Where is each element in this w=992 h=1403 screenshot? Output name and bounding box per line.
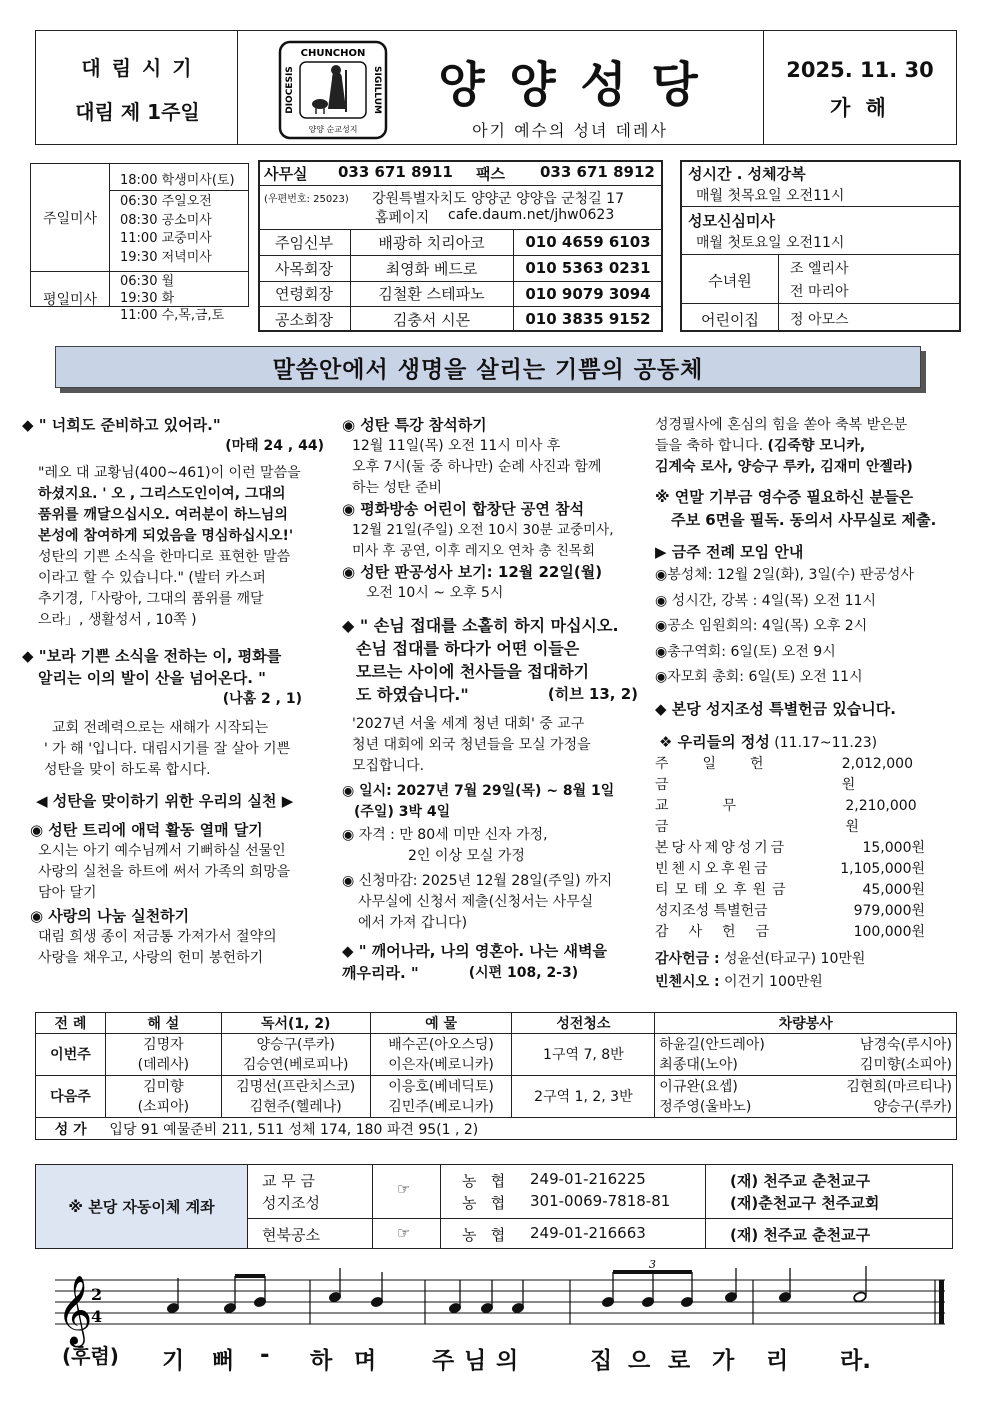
account-bank: 농 협 [462, 1226, 506, 1244]
weekday-mass-item: 06:30 월 [120, 274, 175, 289]
acc-vline1 [247, 1164, 248, 1249]
offering-amount: 979,000원 [853, 902, 925, 919]
lyric-syllable: 님 [464, 1348, 487, 1374]
text-span: 들을 축하 합니다. [655, 438, 764, 454]
lecture-title: ◉ 성탄 특강 참석하기 [342, 416, 487, 434]
text-line: 이라고 할 수 있습니다." (발터 카스퍼 [38, 570, 266, 586]
staff-role: 연령회장 [275, 285, 333, 303]
person: 배수곤(아오스딩) [388, 1036, 494, 1053]
liturgy-list [655, 563, 965, 691]
offering-row [655, 838, 925, 859]
gifts-cell [370, 1034, 512, 1076]
quote-4-ref: (시편 108, 2-3) [468, 965, 579, 981]
person: 이규완(요셉) [659, 1078, 738, 1095]
liturgical-cycle: 가 해 [830, 96, 890, 120]
account-number: 249-01-216663 [530, 1224, 646, 1242]
offering-amount: 1,105,000원 [840, 860, 925, 877]
liturgy-item: ◉ 성시간, 강복 : 4일(목) 오전 11시 [655, 592, 876, 609]
logo-right-text: SIGILLUM [372, 66, 382, 114]
wyd-date [342, 781, 652, 823]
header-divider-right [763, 30, 764, 145]
acc-vline4 [705, 1164, 706, 1249]
lyric-syllable: 집 [590, 1348, 613, 1374]
person: 김승연(베로피나) [242, 1056, 349, 1073]
quote-3-last [342, 683, 652, 706]
text-line: ◆ "보라 기쁜 소식을 전하는 이, 평화를 [22, 647, 282, 665]
account-purpose: 현북공소 [262, 1226, 320, 1244]
pointer-icon: ☞ [397, 1180, 411, 1198]
commentator-cell [105, 1076, 221, 1118]
text-line: 깨우리라. " [342, 964, 419, 982]
sunday-mass-label: 주일미사 [42, 211, 98, 227]
acc-vline2 [372, 1164, 373, 1249]
offering-amount: 2,210,000원 [845, 797, 917, 835]
text-line: 추기경,「사랑아, 그대의 품위를 깨달 [38, 591, 264, 607]
person: 김민주(베로니카) [388, 1098, 494, 1115]
text-line: 오시는 아기 예수님께서 기뻐하실 선물인 [38, 843, 286, 859]
special-offering-notice: ◆ 본당 성지조성 특별헌금 있습니다. [655, 699, 896, 718]
duty-row-next-week [36, 1076, 957, 1118]
weekday-mass-item: 19:30 화 [120, 291, 175, 306]
staff-role: 주임신부 [275, 233, 333, 252]
acc-vline3 [440, 1164, 441, 1249]
gifts-cell [370, 1076, 512, 1118]
text-line: ◉ 일시: 2027년 7월 29일(목) ~ 8월 1일 [342, 783, 615, 799]
choir-text [342, 520, 652, 562]
text-line: 도 하였습니다." [356, 685, 469, 704]
drivers-line [659, 1097, 952, 1117]
liturgy-item: ◉봉성체: 12월 2일(화), 3일(수) 판공성사 [655, 567, 914, 583]
confession-title: ◉ 성탄 판공성사 보기: 12월 22일(월) [342, 563, 603, 581]
offering-name: 감사헌금 [655, 923, 790, 940]
header-divider-left [237, 30, 238, 145]
tree-title: ◉ 성탄 트리에 애덕 활동 열매 달기 [30, 821, 263, 839]
text-line: ◆ " 깨어나라, 나의 영혼아. 나는 새벽을 [342, 942, 607, 960]
offering-name: 교무금 [655, 797, 791, 835]
text-line: 사무실에 신청서 제출(신청서는 사무실 [358, 894, 594, 910]
staff-phone: 010 5363 0231 [525, 259, 651, 277]
text-line: 교회 전례력으로는 새해가 시작되는 [52, 720, 269, 736]
logo-left-text: DIOCESIS [285, 66, 295, 114]
drivers-line [659, 1035, 952, 1055]
duty-table [35, 1012, 957, 1140]
lyric-syllable: 리 [766, 1348, 789, 1374]
account-owner: (재) 천주교 춘천교구 [730, 1226, 871, 1244]
hymn-numbers: 입당 91 예물준비 211, 511 성체 174, 180 파견 95(1 , 2) [105, 1118, 956, 1140]
person: 김명자 [143, 1036, 184, 1053]
quote-2-ref: (나훔 2 , 1) [222, 691, 302, 707]
accounts-label: ※ 본당 자동이체 계좌 [68, 1198, 215, 1216]
pointer-icon: ☞ [397, 1224, 411, 1242]
staff-row [258, 306, 663, 332]
person: 김미향(소피아) [859, 1056, 952, 1073]
duty-header: 예 물 [370, 1013, 512, 1034]
text-line: (주일) 3박 4일 [354, 804, 451, 820]
offering-name: 주일헌금 [655, 755, 798, 793]
triplet-mark: 3 [649, 1258, 656, 1271]
text-line: 사랑을 채우고, 사랑의 헌미 봉헌하기 [38, 950, 264, 966]
motto-banner [55, 346, 921, 388]
lyric-syllable: 뻐 [212, 1348, 235, 1374]
liturgy-item: ◉공소 임원회의: 4일(목) 오후 2시 [655, 618, 868, 634]
text-line: 주보 6면을 필독. 동의서 사무실로 제출. [671, 511, 937, 529]
liturgy-item: ◉자모회 총회: 6일(토) 오전 11시 [655, 669, 863, 685]
text-line: 모르는 사이에 천사들을 접대하기 [356, 662, 590, 681]
drivers-cell [655, 1034, 957, 1076]
text-line: 성탄을 맞이 하도록 합시다. [44, 762, 211, 778]
duty-header: 성전청소 [512, 1013, 655, 1034]
practice-title: ◀ 성탄을 맞이하기 위한 우리의 실천 ▶ [36, 792, 294, 810]
drivers-line [659, 1077, 952, 1097]
account-owner: (재)춘천교구 천주교회 [730, 1194, 880, 1212]
account-bank: 농 협 [462, 1194, 506, 1212]
column-3 [655, 415, 965, 993]
offering-row [655, 901, 925, 922]
time-signature-top: 2 [91, 1285, 103, 1304]
account-number: 249-01-216225 [530, 1170, 646, 1188]
bible-names: (김죽향 모니카, [767, 438, 866, 454]
wyd-deadline [342, 871, 652, 934]
fax-label: 팩스 [476, 165, 505, 183]
account-number: 301-0069-7818-81 [530, 1192, 671, 1210]
treble-clef-icon: 𝄞 [57, 1275, 93, 1345]
text-line: 담아 달기 [38, 885, 97, 901]
sister-name: 전 마리아 [790, 284, 849, 300]
offering-list [655, 754, 925, 943]
office-phone: 033 671 8911 [338, 163, 453, 181]
bulletin-date: 2025. 11. 30 [786, 58, 934, 82]
offering-name: 성지조성 특별헌금 [655, 902, 768, 919]
paragraph-2 [22, 718, 332, 781]
office-line1 [258, 185, 663, 186]
person: 김명선(프란치스코) [236, 1078, 356, 1095]
cleaning-cell: 1구역 7, 8반 [512, 1034, 655, 1076]
acc-hline [247, 1218, 953, 1219]
kindergarten-name: 정 아모스 [790, 312, 849, 328]
lyric-syllable: 기 [162, 1348, 185, 1374]
offering-row [655, 859, 925, 880]
text-line [655, 436, 965, 457]
vincent-row [655, 972, 965, 993]
duty-row-this-week [36, 1034, 957, 1076]
text-line: 2인 이상 모실 가정 [408, 848, 525, 864]
duty-week-label: 다음주 [36, 1076, 106, 1118]
wyd-qualification [342, 825, 652, 867]
offering-amount: 15,000원 [862, 839, 925, 856]
motto-text: 말씀안에서 생명을 살리는 기쁨의 공동체 [272, 356, 704, 383]
text-line: 모집합니다. [352, 758, 425, 774]
cleaning-cell: 2구역 1, 2, 3반 [512, 1076, 655, 1118]
sunday-mass-item: 19:30 저녁미사 [120, 249, 212, 265]
bible-copy-text [655, 415, 965, 478]
weekday-mass-item: 11:00 수,목,금,토 [120, 308, 225, 323]
offering-name: 티모테오후원금 [655, 881, 792, 898]
patron-saint: 아기 예수의 성녀 데레사 [472, 121, 668, 140]
lyric-syllable: 으 [628, 1348, 651, 1374]
person: 양승구(루카) [256, 1036, 335, 1053]
text-line: 본성에 참여하게 되었음을 명심하십시오!' [38, 528, 294, 544]
lyric-syllable: 주 [432, 1348, 455, 1374]
commentator-cell [105, 1034, 221, 1076]
text-line: 오후 7시(둘 중 하나만) 순례 사진과 함께 [352, 459, 602, 475]
sunday-mass-item: 08:30 공소미사 [120, 212, 212, 228]
text-line: 하는 성탄 준비 [352, 480, 443, 496]
liturgy-item: ◉총구역회: 6일(토) 오전 9시 [655, 643, 836, 660]
person: (소피아) [137, 1098, 190, 1115]
offering-title-row [655, 732, 965, 754]
quote-3 [342, 614, 652, 706]
staff-phone: 010 9079 3094 [525, 284, 651, 303]
person: 김미향 [143, 1078, 184, 1095]
address: 강원특별자치도 양양군 양양읍 군청길 17 [372, 191, 624, 207]
duty-header: 전 례 [36, 1013, 106, 1034]
sunday-mass-item: 11:00 교중미사 [120, 231, 212, 246]
person: 김현희(마르티나) [846, 1078, 952, 1095]
offering-row [655, 880, 925, 901]
thanks-label: 감사헌금 : [655, 950, 720, 967]
paragraph-1 [22, 463, 332, 631]
accounts-label-bg [36, 1165, 247, 1248]
account-purpose: 성지조성 [262, 1194, 320, 1212]
text-line: 에서 가져 갑니다) [358, 915, 468, 931]
sunday-mass-item: 06:30 주일오전 [120, 194, 212, 209]
person: 하윤길(안드레아) [659, 1036, 765, 1053]
text-line: 12월 11일(목) 오전 11시 미사 후 [352, 438, 561, 454]
quote-4 [342, 940, 652, 984]
duty-header: 독서(1, 2) [221, 1013, 370, 1034]
quote-3-ref: (히브 13, 2) [547, 685, 638, 703]
text-line: 손님 접대를 하다가 어떤 이들은 [356, 639, 580, 658]
lyric-syllable: 하 [310, 1348, 333, 1374]
hymn-row [36, 1118, 957, 1140]
duty-header-row [36, 1013, 957, 1034]
staff-role: 사목회장 [275, 259, 333, 278]
offering-row [655, 754, 925, 796]
lyric-syllable: - [260, 1342, 270, 1368]
side-vline [778, 254, 779, 332]
person: 이응호(베네딕토) [388, 1078, 494, 1095]
tree-text [22, 841, 332, 904]
duty-week-label: 이번주 [36, 1034, 106, 1076]
readers-cell [221, 1034, 370, 1076]
duty-header: 해 설 [105, 1013, 221, 1034]
logo-top-text: CHUNCHON [300, 48, 366, 59]
staff-row [258, 229, 663, 255]
sunday-mass-first: 18:00 학생미사(토) [120, 173, 235, 188]
text-line: 알리는 이의 발이 산을 넘어온다. " [38, 669, 266, 687]
quote-4-last [342, 962, 652, 984]
account-owner: (재) 천주교 춘천교구 [730, 1172, 871, 1190]
lyric-syllable: 로 [668, 1348, 691, 1374]
fax-number: 033 671 8912 [540, 163, 655, 181]
text-line: ◉ 자격 : 만 80세 미만 신자 가정, [342, 827, 548, 843]
text-line: 품위를 깨달으십시오. 여러분이 하느님의 [38, 507, 288, 523]
person: 양승구(루카) [873, 1098, 952, 1115]
logo-bottom-text: 양양 순교성지 [308, 125, 358, 134]
text-line: '2027년 서울 세계 청년 대회' 중 교구 [352, 716, 585, 732]
convent-label: 수녀원 [708, 272, 752, 290]
holy-hour-time: 매월 첫목요일 오전11시 [696, 188, 845, 204]
choir-title: ◉ 평화방송 어린이 합창단 공연 참석 [342, 500, 585, 518]
staff-phone: 010 4659 6103 [525, 233, 651, 251]
staff-row [258, 281, 663, 306]
person: 최종대(노아) [659, 1056, 738, 1073]
offering-amount: 100,000원 [853, 923, 925, 940]
diocese-logo [278, 40, 388, 140]
person: 이은자(베로니카) [388, 1056, 494, 1073]
receipt-notice [655, 486, 965, 532]
drivers-line [659, 1055, 952, 1075]
offering-name: 빈첸시오후원금 [655, 860, 771, 877]
offering-name: 본당사제양성기금 [655, 839, 788, 856]
mass-divider-v [109, 163, 110, 307]
drivers-cell [655, 1076, 957, 1118]
text-line: ' 가 해 '입니다. 대림시기를 잘 살아 기쁜 [44, 741, 291, 757]
quote-2 [22, 645, 332, 689]
text-line: 청년 대회에 외국 청년들을 모실 가정을 [352, 737, 591, 753]
text-line: 성탄의 기쁜 소식을 한마디로 표현한 말씀 [38, 549, 291, 565]
thanks-row [655, 949, 965, 970]
staff-name: 김충서 시몬 [392, 310, 471, 329]
text-line: 미사 후 공연, 이후 레지오 연차 총 친목회 [352, 543, 595, 559]
quote-1-title: ◆ " 너희도 준비하고 있어라." [22, 416, 221, 434]
confession-time: 오전 10시 ~ 오후 5시 [366, 585, 504, 601]
text-line: 으라」, 생활성서 , 10쪽 ) [38, 612, 197, 628]
person: 정주영(울바노) [659, 1098, 752, 1115]
homepage-label: 홈페이지 [375, 210, 430, 226]
weekday-mass-label: 평일미사 [42, 292, 98, 308]
staff-name: 배광하 치리아코 [378, 233, 485, 252]
offering-amount: 45,000원 [862, 881, 925, 898]
staff-list [258, 229, 663, 332]
marian-mass-title: 성모신심미사 [688, 212, 775, 230]
sharing-title: ◉ 사랑의 나눔 실천하기 [30, 907, 190, 925]
staff-phone: 010 3835 9152 [525, 310, 651, 328]
text-line: ◆ " 손님 접대를 소홀히 하지 마십시오. [342, 616, 619, 635]
lyric-syllable: 라. [840, 1348, 871, 1374]
sister-name: 조 엘리사 [790, 261, 849, 277]
lyric-syllable: 의 [496, 1348, 519, 1374]
text-line: 하셨지요. ' 오 , 그리스도인이여, 그대의 [38, 486, 286, 502]
offering-amount: 2,012,000원 [841, 755, 913, 793]
lyrics-line [150, 1342, 910, 1372]
offering-title: ❖ 우리들의 정성 [659, 732, 770, 751]
season-label: 대 림 시 기 [81, 56, 194, 80]
column-1 [22, 415, 332, 969]
column-2 [342, 415, 652, 984]
lyric-syllable: 며 [354, 1348, 377, 1374]
offering-row [655, 922, 925, 943]
wyd-text [342, 714, 652, 777]
duty-header: 차량봉사 [655, 1013, 957, 1034]
parish-name: 양 양 성 당 [438, 57, 702, 113]
staff-name: 최영화 베드로 [385, 259, 478, 278]
hymn-label: 성 가 [36, 1118, 106, 1140]
holy-hour-title: 성시간 . 성체강복 [688, 165, 806, 183]
sunday-mass-list [120, 193, 212, 267]
text-line: 사랑의 실천을 하트에 써서 가족의 희망을 [38, 864, 291, 880]
readers-cell [221, 1076, 370, 1118]
lecture-text [342, 436, 652, 499]
text-line: 12월 21일(주일) 오전 10시 30분 교중미사, [352, 522, 614, 538]
text-line: 대림 희생 종이 저금통 가져가서 절약의 [38, 929, 277, 945]
office-label: 사무실 [264, 165, 308, 183]
mass-divider-h1 [109, 190, 249, 191]
marian-mass-time: 매월 첫토요일 오전11시 [696, 235, 845, 251]
liturgy-title: ▶ 금주 전례 모임 안내 [655, 543, 804, 561]
week-label: 대림 제 1주일 [75, 100, 200, 124]
side-line2 [680, 254, 961, 255]
side-line1 [680, 206, 961, 207]
person: 남경숙(루시아) [859, 1036, 952, 1053]
quote-1-ref: (마태 24 , 44) [225, 438, 324, 454]
vincent-label: 빈첸시오 : [655, 973, 720, 990]
account-bank: 농 협 [462, 1172, 506, 1190]
refrain-label: (후렴) [62, 1344, 119, 1368]
staff-role: 공소회장 [275, 310, 333, 329]
thanks-value: 성윤선(타교구) 10만원 [724, 950, 866, 967]
text-line: 성경필사에 혼심의 힘을 쏟아 축복 받은분 [655, 417, 908, 433]
text-line: "레오 대 교황님(400~461)이 이런 말씀을 [38, 465, 301, 481]
account-purpose: 교 무 금 [262, 1172, 316, 1190]
kindergarten-label: 어린이집 [701, 311, 759, 329]
bible-names: 김계숙 로사, 양승구 루카, 김재미 안젤라) [655, 459, 913, 475]
person: 김현주(헬레나) [249, 1098, 342, 1115]
side-line3 [680, 303, 961, 304]
text-line: ※ 연말 기부금 영수증 필요하신 분들은 [655, 488, 914, 506]
staff-name: 김철환 스테파노 [378, 285, 485, 303]
text-line: ◉ 신청마감: 2025년 12월 28일(주일) 까지 [342, 873, 613, 889]
offering-period: (11.17~11.23) [774, 734, 878, 751]
weekday-mass-list [120, 273, 224, 324]
staff-row [258, 255, 663, 281]
music-staff [55, 1258, 947, 1348]
postal-code: (우편번호: 25023) [264, 194, 349, 205]
sharing-text [22, 927, 332, 969]
lyric-syllable: 가 [712, 1348, 735, 1374]
vincent-value: 이건기 100만원 [724, 973, 823, 990]
offering-row [655, 796, 925, 838]
person: (데레사) [137, 1056, 190, 1073]
homepage-url[interactable]: cafe.daum.net/jhw0623 [448, 207, 615, 223]
mass-divider-h2 [30, 271, 249, 272]
time-signature-bottom: 4 [91, 1307, 103, 1326]
